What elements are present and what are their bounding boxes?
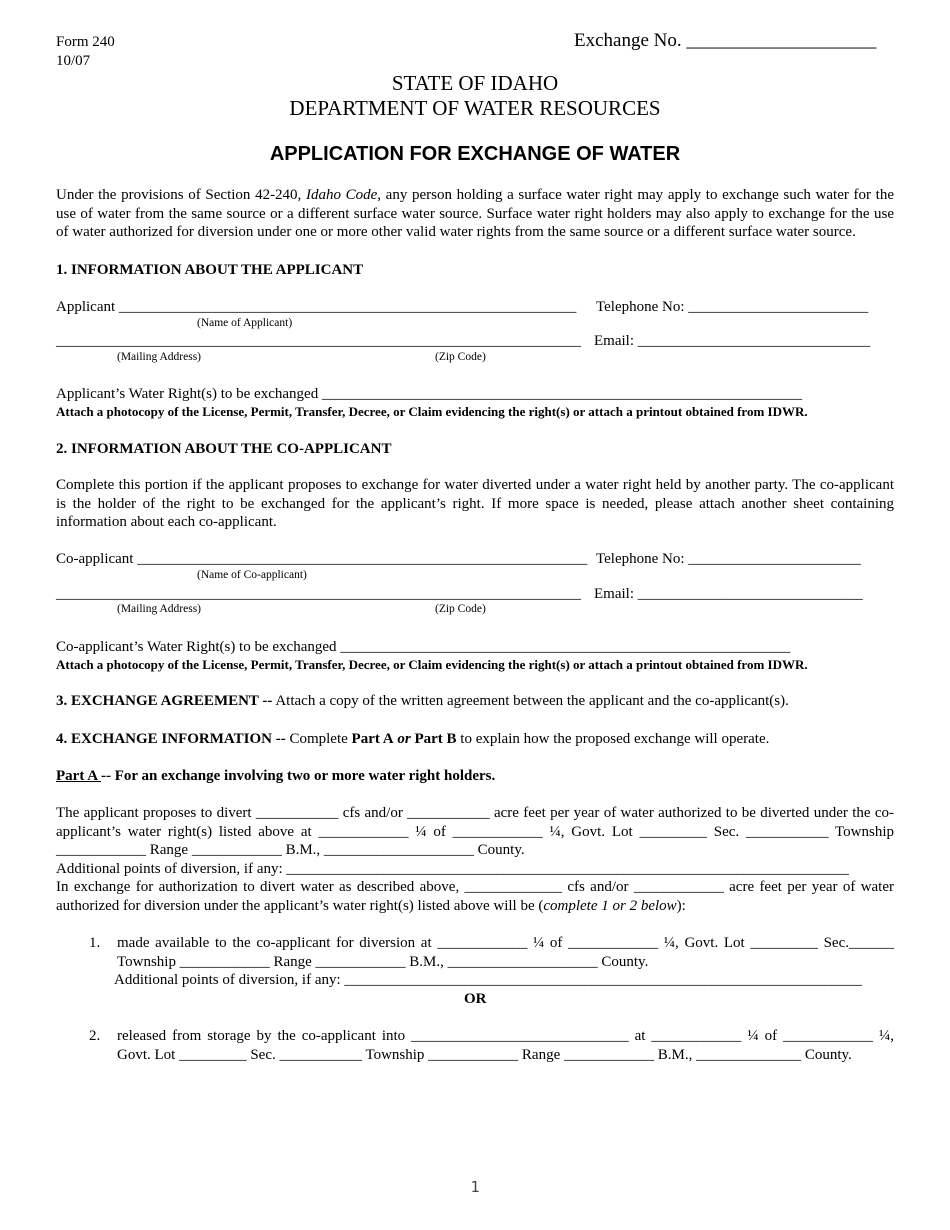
coapplicant-zip-caption: (Zip Code): [435, 603, 486, 615]
section-3: 3. EXCHANGE AGREEMENT -- Attach a copy of the written agreement between the applicant and the co-applicant(s).: [56, 693, 789, 709]
applicant-name-field[interactable]: Applicant _____________________________________________________________: [56, 299, 577, 315]
applicant-email-field[interactable]: Email: _______________________________: [594, 333, 871, 349]
section-2-heading: 2. INFORMATION ABOUT THE CO-APPLICANT: [56, 441, 392, 457]
item-1-number: 1.: [89, 935, 101, 951]
coapplicant-name-caption: (Name of Co-applicant): [197, 569, 307, 581]
coapplicant-email-field[interactable]: Email: ______________________________: [594, 586, 863, 602]
applicant-water-right-field[interactable]: Applicant’s Water Right(s) to be exchanged ________________________________________________________________: [56, 386, 802, 402]
item-2-text[interactable]: released from storage by the co-applicant into _____________________________ at ____________ ¼ of ____________ ¼, Govt. Lot _________ Sec. ___________ Township ____________ Range ____________ B.M., ______________ County.: [117, 1028, 894, 1063]
page-title: APPLICATION FOR EXCHANGE OF WATER: [269, 143, 681, 165]
exchange-number-field[interactable]: Exchange No. ____________________: [574, 30, 877, 51]
applicant-mailing-caption: (Mailing Address): [117, 351, 202, 363]
item-1-additional-points-field[interactable]: Additional points of diversion, if any: _____________________________________________________________________: [114, 972, 862, 988]
coapplicant-mailing-caption: (Mailing Address): [117, 603, 202, 615]
form-date: 10/07: [56, 53, 91, 69]
page-number: 1: [470, 1178, 480, 1196]
coapplicant-telephone-field[interactable]: Telephone No: _______________________: [596, 551, 861, 567]
agency-state: STATE OF IDAHO: [391, 71, 559, 95]
or-divider: OR: [464, 991, 487, 1007]
item-2-number: 2.: [89, 1028, 101, 1044]
coapplicant-address-field[interactable]: ______________________________________________________________________: [56, 586, 581, 602]
section-4: 4. EXCHANGE INFORMATION -- Complete Part A or Part B to explain how the proposed exchange will operate.: [56, 731, 770, 747]
item-1-text[interactable]: made available to the co-applicant for diversion at ____________ ¼ of ____________ ¼, Govt. Lot _________ Sec.______ Township ____________ Range ____________ B.M., ____________________ County.: [117, 935, 894, 970]
coapplicant-attach-note: Attach a photocopy of the License, Permit, Transfer, Decree, or Claim evidencing the right(s) or attach a printout obtained from IDWR.: [56, 657, 808, 672]
part-a-additional-points-field[interactable]: Additional points of diversion, if any: ___________________________________________________________________________: [56, 861, 849, 877]
applicant-attach-note: Attach a photocopy of the License, Permit, Transfer, Decree, or Claim evidencing the right(s) or attach a printout obtained from IDWR.: [56, 404, 808, 419]
section-1-heading: 1. INFORMATION ABOUT THE APPLICANT: [56, 262, 364, 278]
form-number: Form 240: [56, 34, 115, 50]
applicant-address-field[interactable]: ______________________________________________________________________: [56, 333, 581, 349]
intro-paragraph: Under the provisions of Section 42-240, Idaho Code, any person holding a surface water right may apply to exchange such water for the use of water from the same source or a different surface water source. Surface water right holders may also apply to exchange for the use of water authorized for diversion under one or more other valid water rights from the same source or a different surface water source.: [56, 187, 894, 240]
agency-department: DEPARTMENT OF WATER RESOURCES: [289, 96, 661, 120]
applicant-name-caption: (Name of Applicant): [197, 317, 293, 329]
part-a-heading: Part A -- For an exchange involving two or more water right holders.: [56, 768, 496, 784]
part-a-exchange-paragraph[interactable]: In exchange for authorization to divert water as described above, _____________ cfs and/or ____________ acre feet per year of water authorized for diversion under the applicant’s water right(s) listed above will be (complete 1 or 2 below):: [56, 879, 894, 914]
applicant-telephone-field[interactable]: Telephone No: ________________________: [596, 299, 869, 315]
coapplicant-water-right-field[interactable]: Co-applicant’s Water Right(s) to be exchanged ____________________________________________________________: [56, 639, 791, 655]
coapplicant-intro: Complete this portion if the applicant proposes to exchange for water diverted under a water right held by another party. The co-applicant is the holder of the right to be exchanged for the applicant’s right. If more space is needed, please attach another sheet containing information about each co-applicant.: [56, 477, 894, 530]
applicant-zip-caption: (Zip Code): [435, 351, 486, 363]
coapplicant-name-field[interactable]: Co-applicant ____________________________________________________________: [56, 551, 588, 567]
part-a-diversion-paragraph[interactable]: The applicant proposes to divert ___________ cfs and/or ___________ acre feet per year of water authorized to be diverted under the co-applicant’s water right(s) listed above at ____________ ¼ of ____________ ¼, Govt. Lot _________ Sec. ___________ Township ____________ Range ____________ B.M., ____________________ County.: [56, 805, 894, 858]
